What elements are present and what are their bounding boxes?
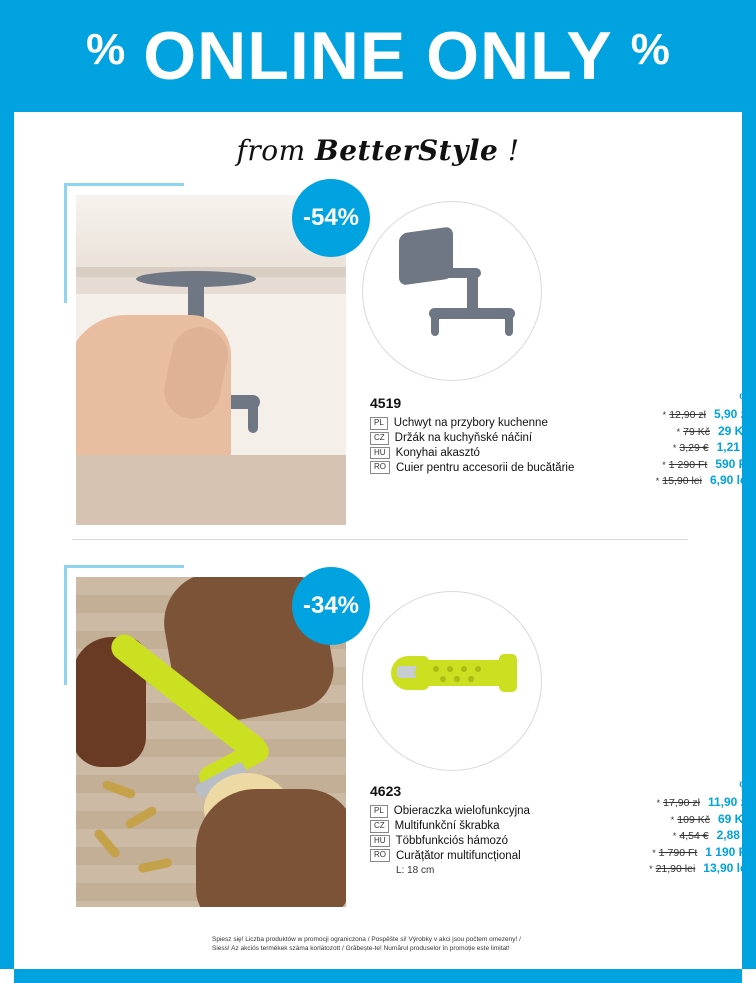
price-row-ron [632,473,750,487]
price-footnote-mark: * [655,476,660,486]
hook-arm-right [248,403,258,433]
new-price: 11,90 zł [707,795,750,809]
price-row-pln [632,795,750,809]
brand-suffix: ! [498,134,520,167]
new-price: 2,88 € [716,828,750,842]
grip-hole [447,666,453,672]
price-list [632,391,750,490]
product-card-4623[interactable] [14,555,750,927]
article-number: 4519 [370,395,402,411]
product-name: Konyhai akasztó [395,446,480,459]
product-name: Cuier pentru accesorii de bucătărie [396,461,575,474]
price-footnote-mark: * [652,847,656,858]
footer-disclaimer [212,935,732,954]
section-divider [72,539,688,540]
new-price: 590 Ft [715,456,750,471]
price-row-czk [632,812,750,826]
product-name: Többfunkciós hámozó [395,834,509,847]
product-name: Multifunkční škrabka [394,820,500,833]
language-code: HU [370,835,390,848]
price-footnote-mark: * [676,426,681,437]
discount-badge: -54% [292,179,370,257]
hand-lower [196,789,346,907]
grip-hole [454,676,460,682]
price-footnote-mark: * [662,459,666,470]
product-shot [362,591,542,771]
product-name: Držák na kuchyňské náčiní [394,432,533,445]
language-code: CZ [370,432,389,445]
grip-hole [433,666,439,672]
brand-prefix: from [236,134,316,167]
brand-line [14,112,742,167]
new-price: 1 190 Ft [705,844,750,859]
old-price: 4,54 € [679,830,709,842]
price-row-ron [632,861,750,875]
photo-corner-frame [64,565,184,685]
old-price: 3,29 € [679,442,709,454]
old-price: 79 Kč [683,425,710,438]
new-price: 5,90 zł [713,407,750,421]
old-price: 21,90 lei [655,863,696,875]
product-name: Obieraczka wielofunkcyjna [393,805,530,818]
language-code: PL [370,417,388,430]
banner-title: ONLINE ONLY [143,18,613,94]
percent-header: % [739,779,750,793]
discount-badge: -34% [292,567,370,645]
product-name: Uchwyt na przybory kuchenne [393,417,548,430]
language-code: RO [370,849,390,862]
price-footnote-mark: * [662,410,667,420]
price-footnote-mark: * [670,814,675,825]
price-row-huf [632,457,750,471]
price-footnote-mark: * [649,864,653,874]
old-price: 17,90 zł [663,797,700,809]
price-row-czk [632,424,750,438]
price-row-eur [632,440,750,454]
old-price: 109 Kč [677,813,710,826]
photo-corner-frame [64,183,184,303]
product-arm-left [431,314,439,336]
price-footnote-mark: * [672,443,677,453]
product-card-4519[interactable] [14,173,750,545]
price-list [632,779,750,878]
old-price: 1 790 Ft [658,846,698,859]
price-row-pln [632,407,750,421]
new-price: 69 Kč [717,811,750,826]
new-price: 29 Kč [717,423,750,438]
language-code: CZ [370,820,389,833]
price-row-huf [632,845,750,859]
article-number: 4623 [370,783,402,799]
product-name: Curățător multifuncțional [396,849,521,862]
product-dimension: L: 18 cm [396,865,435,877]
grip-hole [461,666,467,672]
product-arm-right [505,314,513,336]
counter-surface [76,455,346,525]
footer-line-2: Siess! Az akciós termékek száma korlátozott / Grăbește-te! Numărul produselor în promoție este limitat! [212,945,510,953]
new-price: 13,90 lei [703,861,750,875]
grip-hole [475,666,481,672]
price-footnote-mark: * [656,798,661,808]
peeler-tail-shape [499,654,517,692]
new-price: 6,90 lei [709,473,750,487]
old-price: 15,90 lei [662,475,702,487]
brand-name: BetterStyle [315,134,499,167]
banner-percent-left: % [86,25,126,74]
product-arms [429,308,515,319]
footer-line-1: Spiesz się! Liczba produktów w promocji ograniczona / Pospěšte si! Výrobky v akci jsou počtem omezeny! / [212,936,521,943]
price-row-eur [632,828,750,842]
language-code: RO [370,461,390,474]
online-only-banner [0,0,756,112]
peeler-body-shape [415,660,511,686]
price-footnote-mark: * [672,831,677,841]
footer-blue-band [14,969,742,983]
new-price: 1,21 € [716,440,750,454]
old-price: 12,90 zł [669,409,706,421]
content-sheet [14,112,750,955]
language-code: PL [370,805,388,818]
product-shot [362,201,542,381]
grip-hole [440,676,446,682]
old-price: 1 290 Ft [668,458,708,471]
percent-header: % [739,391,750,405]
banner-percent-right: % [630,25,670,74]
language-code: HU [370,447,390,460]
grip-hole [468,676,474,682]
